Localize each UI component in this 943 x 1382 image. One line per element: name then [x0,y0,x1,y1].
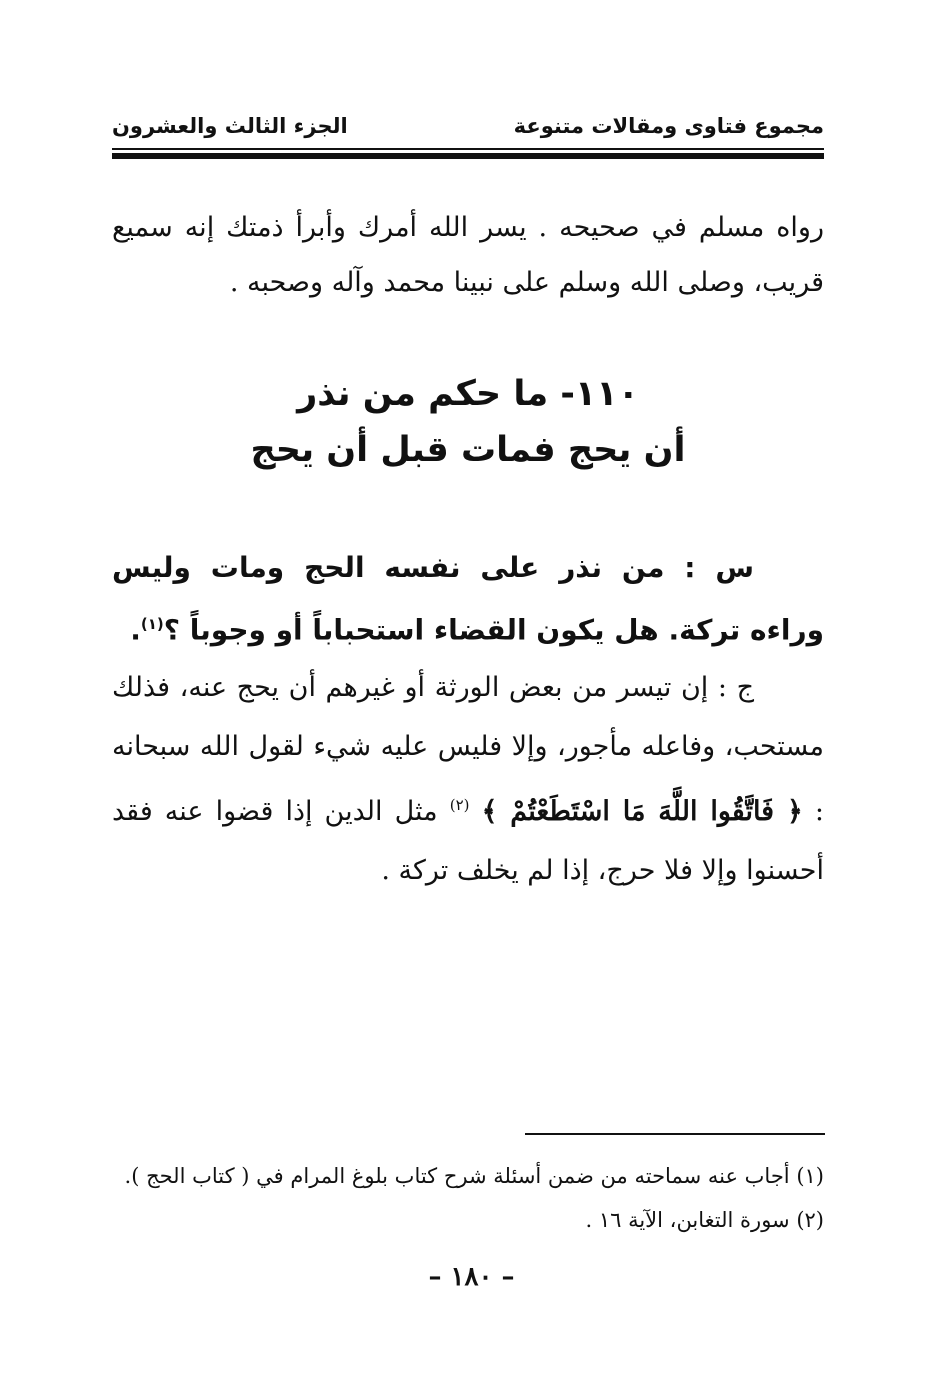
question-text: س : من نذر على نفسه الحج ومات وليس وراءه تركة. هل يكون القضاء استحباباً أو وجوباً ؟ [112,551,824,647]
footnote-separator [525,1133,825,1135]
volume-label: الجزء الثالث والعشرون [112,114,348,138]
answer-text-before: ج : إن تيسر من بعض الورثة أو غيرهم أن يحج عنه، فذلك مستحب، وفاعله مأجور، وإلا فليس عليه شيء لقول الله سبحانه : [112,672,824,827]
page-number: – ١٨٠ – [428,1262,515,1292]
running-header [112,114,824,144]
answer-paragraph [112,658,824,900]
footnote-ref-1: (١) [140,615,164,633]
intro-paragraph [112,200,824,310]
book-title: مجموع فتاوى ومقالات متنوعة [513,114,824,138]
intro-line-2: وصلى الله وسلم على نبينا محمد وآله وصحبه . [229,267,745,298]
question-paragraph [112,540,824,658]
footnote-ref-2: (٢) [449,796,470,814]
section-title-line-2: أن يحج فمات قبل أن يحج [250,430,686,470]
footnote-2: (٢) سورة التغابن، الآية ١٦ . [585,1208,824,1232]
intro-line-1: رواه مسلم في صحيحه . يسر الله أمرك وأبرأ ذمتك إنه سميع قريب، [112,212,824,298]
answer-text-after: مثل الدين إذا قضوا عنه فقد أحسنوا وإلا فلا حرج، إذا لم يخلف تركة . [112,796,824,886]
footnote-1: (١) أجاب عنه سماحته من ضمن أسئلة شرح كتاب بلوغ المرام في ( كتاب الحج ). [124,1164,824,1188]
header-rule-thin [112,148,824,150]
header-rule-thick [112,153,824,159]
question-end: . [130,613,141,647]
quran-verse: ﴿ فَاتَّقُوا اللَّهَ مَا اسْتَطَعْتُمْ ﴾ [481,796,803,827]
section-title-line-1: ١١٠- ما حكم من نذر [297,374,639,414]
